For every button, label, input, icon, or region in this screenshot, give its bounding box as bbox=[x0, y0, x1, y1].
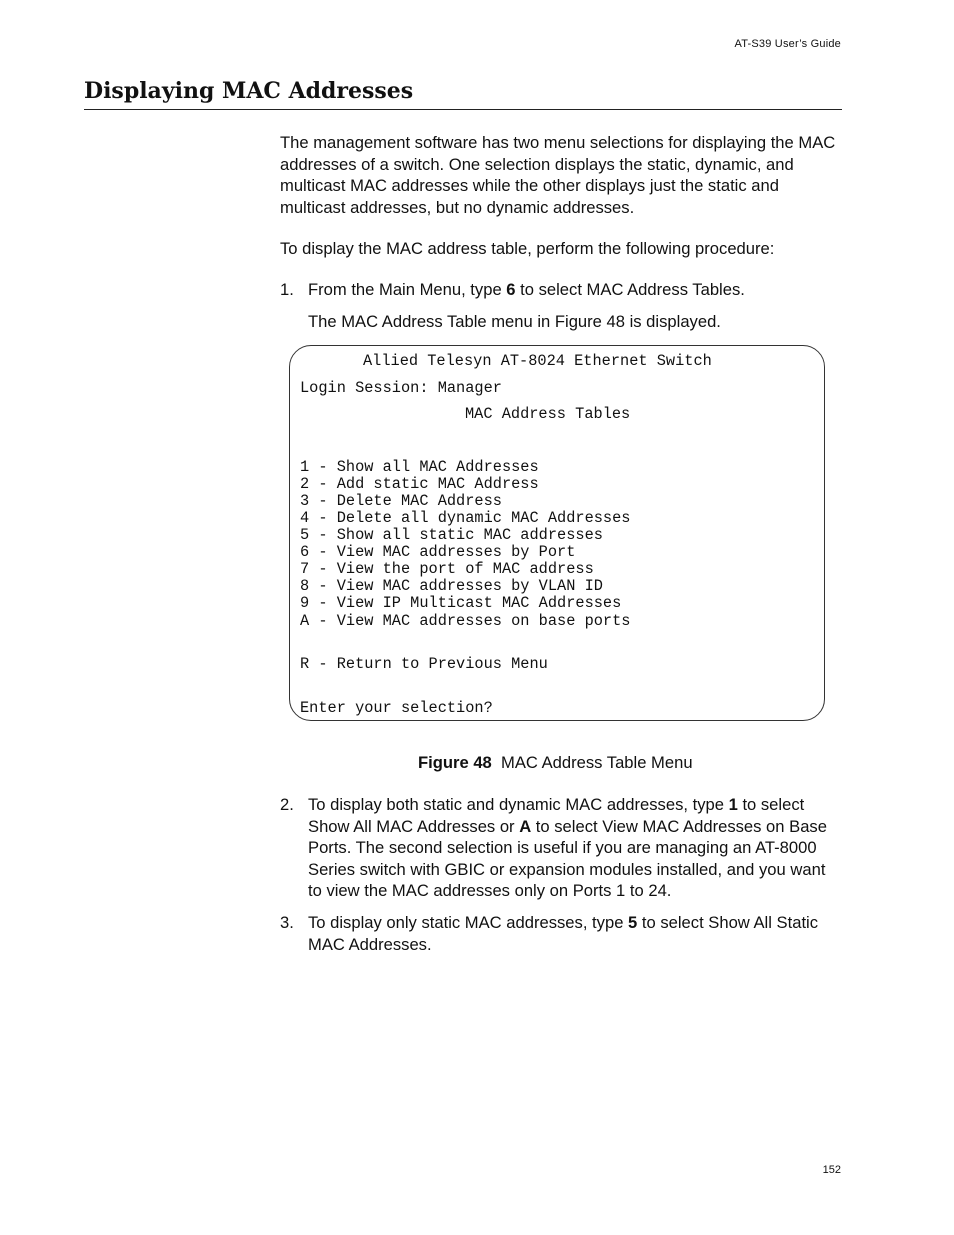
page-number: 152 bbox=[822, 1164, 841, 1176]
step-followup-text: The MAC Address Table menu in Figure 48 is displayed. bbox=[308, 312, 721, 331]
screen-menu-option: 1 - Show all MAC Addresses bbox=[300, 458, 539, 476]
step-text: To display both static and dynamic MAC addresses, type 1 to select Show All MAC Addresses or A to select View MAC Addresses on Base Ports. The second selection is useful if you are managing an AT-8000 Series switch with GBIC or expansion modules installed, and you want to view the MAC addresses only on Ports 1 to 24. bbox=[308, 795, 827, 900]
figure-caption-text: MAC Address Table Menu bbox=[501, 753, 693, 772]
screen-menu-option: A - View MAC addresses on base ports bbox=[300, 612, 631, 630]
step-1-followup bbox=[280, 311, 842, 333]
screen-menu-option: 7 - View the port of MAC address bbox=[300, 560, 594, 578]
screen-menu-option: 6 - View MAC addresses by Port bbox=[300, 543, 576, 561]
intro-paragraph-2 bbox=[280, 238, 842, 260]
running-header: AT-S39 User’s Guide bbox=[734, 38, 841, 50]
key-label: A bbox=[519, 816, 532, 836]
section-title: Displaying MAC Addresses bbox=[84, 78, 414, 104]
screen-menu-option: 5 - Show all static MAC addresses bbox=[300, 526, 603, 544]
screen-menu-option: 2 - Add static MAC Address bbox=[300, 475, 539, 493]
screen-menu-option: 4 - Delete all dynamic MAC Addresses bbox=[300, 509, 631, 527]
step-2 bbox=[280, 794, 842, 902]
screen-menu-title: MAC Address Tables bbox=[465, 405, 631, 423]
screen-prompt: Enter your selection? bbox=[300, 699, 493, 717]
screen-menu-option: 8 - View MAC addresses by VLAN ID bbox=[300, 577, 603, 595]
intro-paragraph-2-text: To display the MAC address table, perform the following procedure: bbox=[280, 239, 775, 258]
intro-paragraph-1-text: The management software has two menu selections for displaying the MAC addresses of a switch. One selection displays the static, dynamic, and multicast MAC addresses while the other displays just the static and multicast addresses, but no dynamic addresses. bbox=[280, 133, 836, 217]
figure-label: Figure 48 bbox=[418, 753, 492, 772]
step-number: 1. bbox=[280, 280, 294, 299]
key-label: 6 bbox=[506, 280, 516, 299]
step-text: From the Main Menu, type 6 to select MAC Address Tables. bbox=[308, 280, 745, 299]
title-rule bbox=[84, 109, 842, 110]
screen-device-title: Allied Telesyn AT-8024 Ethernet Switch bbox=[363, 352, 712, 370]
screen-login-session: Login Session: Manager bbox=[300, 379, 502, 397]
step-number: 3. bbox=[280, 913, 294, 932]
screen-return-option: R - Return to Previous Menu bbox=[300, 655, 548, 673]
intro-paragraph-1 bbox=[280, 132, 842, 218]
key-label: 5 bbox=[628, 913, 638, 932]
step-1 bbox=[280, 279, 842, 301]
terminal-screen bbox=[289, 345, 825, 721]
step-3 bbox=[280, 912, 842, 955]
screen-menu-option: 3 - Delete MAC Address bbox=[300, 492, 502, 510]
step-text: To display only static MAC addresses, type 5 to select Show All Static MAC Addresses. bbox=[308, 913, 819, 954]
step-number: 2. bbox=[280, 795, 294, 814]
screen-menu-option: 9 - View IP Multicast MAC Addresses bbox=[300, 594, 622, 612]
figure-caption bbox=[418, 753, 693, 773]
key-label: 1 bbox=[728, 795, 738, 814]
